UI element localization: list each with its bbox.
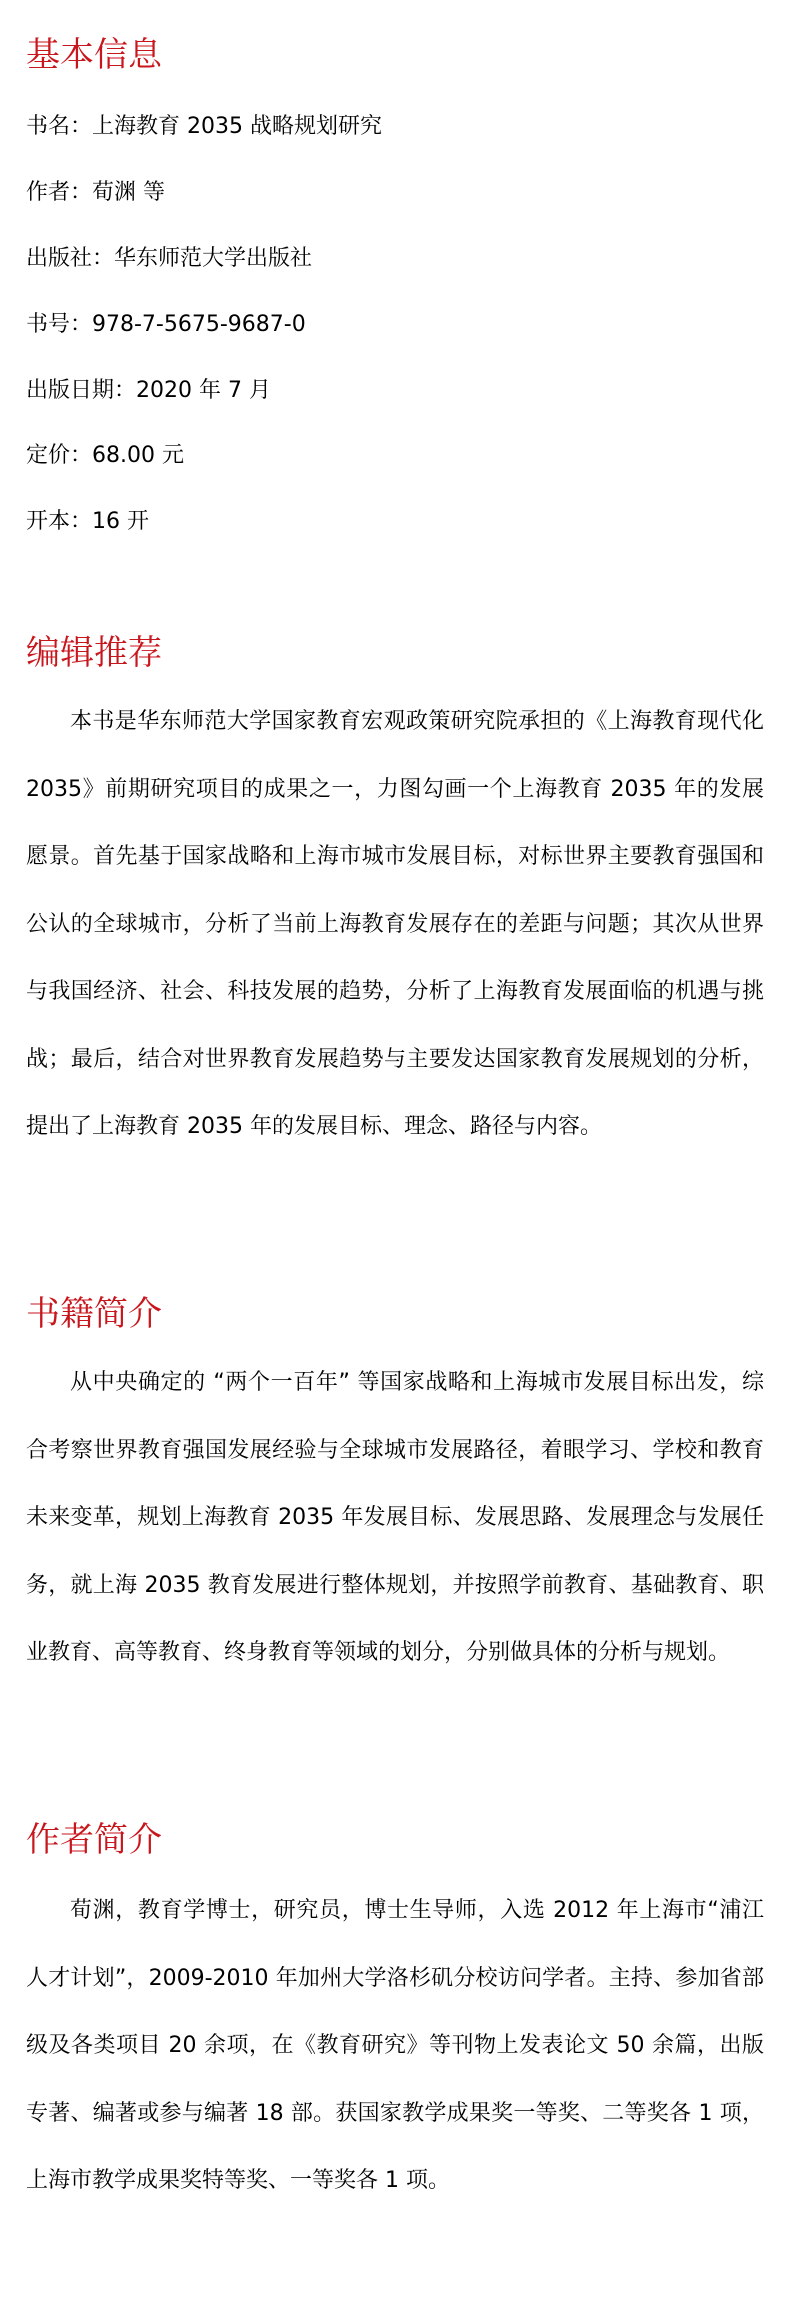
info-format: 开本：16 开 — [26, 509, 149, 534]
info-publish-date: 出版日期：2020 年 7 月 — [26, 378, 271, 403]
heading-author-intro: 作者简介 — [26, 1820, 162, 1860]
author-intro-text: 荀渊，教育学博士，研究员，博士生导师，入选 2012 年上海市“浦江人才计划”，2009-2010 年加州大学洛杉矶分校访问学者。主持、参加省部级及各类项目 20 余项，在《教育研究》等刊物上发表论文 50 余篇，出版专著、编著或参与编著 18 部。获国家教学成果奖一等奖、二等奖各 1 项，上海市教学成果奖特等奖、一等奖各 1 项。 — [26, 1898, 764, 2193]
info-publisher: 出版社：华东师范大学出版社 — [26, 246, 313, 271]
heading-editor-recommendation: 编辑推荐 — [26, 633, 162, 673]
info-price: 定价：68.00 元 — [26, 443, 184, 468]
info-author: 作者：荀渊 等 — [26, 180, 165, 205]
info-title: 书名：上海教育 2035 战略规划研究 — [26, 114, 382, 139]
book-summary-text: 从中央确定的 “两个一百年” 等国家战略和上海城市发展目标出发，综合考察世界教育强国发展经验与全球城市发展路径，着眼学习、学校和教育未来变革，规划上海教育 2035 年发展目标、发展思路、发展理念与发展任务，就上海 2035 教育发展进行整体规划，并按照学前教育、基础教育、职业教育、高等教育、终身教育等领域的划分，分别做具体的分析与规划。 — [26, 1370, 764, 1665]
editor-recommendation-text: 本书是华东师范大学国家教育宏观政策研究院承担的《上海教育现代化 2035》前期研究项目的成果之一，力图勾画一个上海教育 2035 年的发展愿景。首先基于国家战略和上海市城市发展目标，对标世界主要教育强国和公认的全球城市，分析了当前上海教育发展存在的差距与问题；其次从世界与我国经济、社会、科技发展的趋势，分析了上海教育发展面临的机遇与挑战；最后，结合对世界教育发展趋势与主要发达国家教育发展规划的分析，提出了上海教育 2035 年的发展目标、理念、路径与内容。 — [26, 709, 764, 1139]
heading-basic-info: 基本信息 — [26, 35, 162, 75]
heading-book-summary: 书籍简介 — [26, 1294, 162, 1334]
info-isbn: 书号：978-7-5675-9687-0 — [26, 312, 306, 337]
